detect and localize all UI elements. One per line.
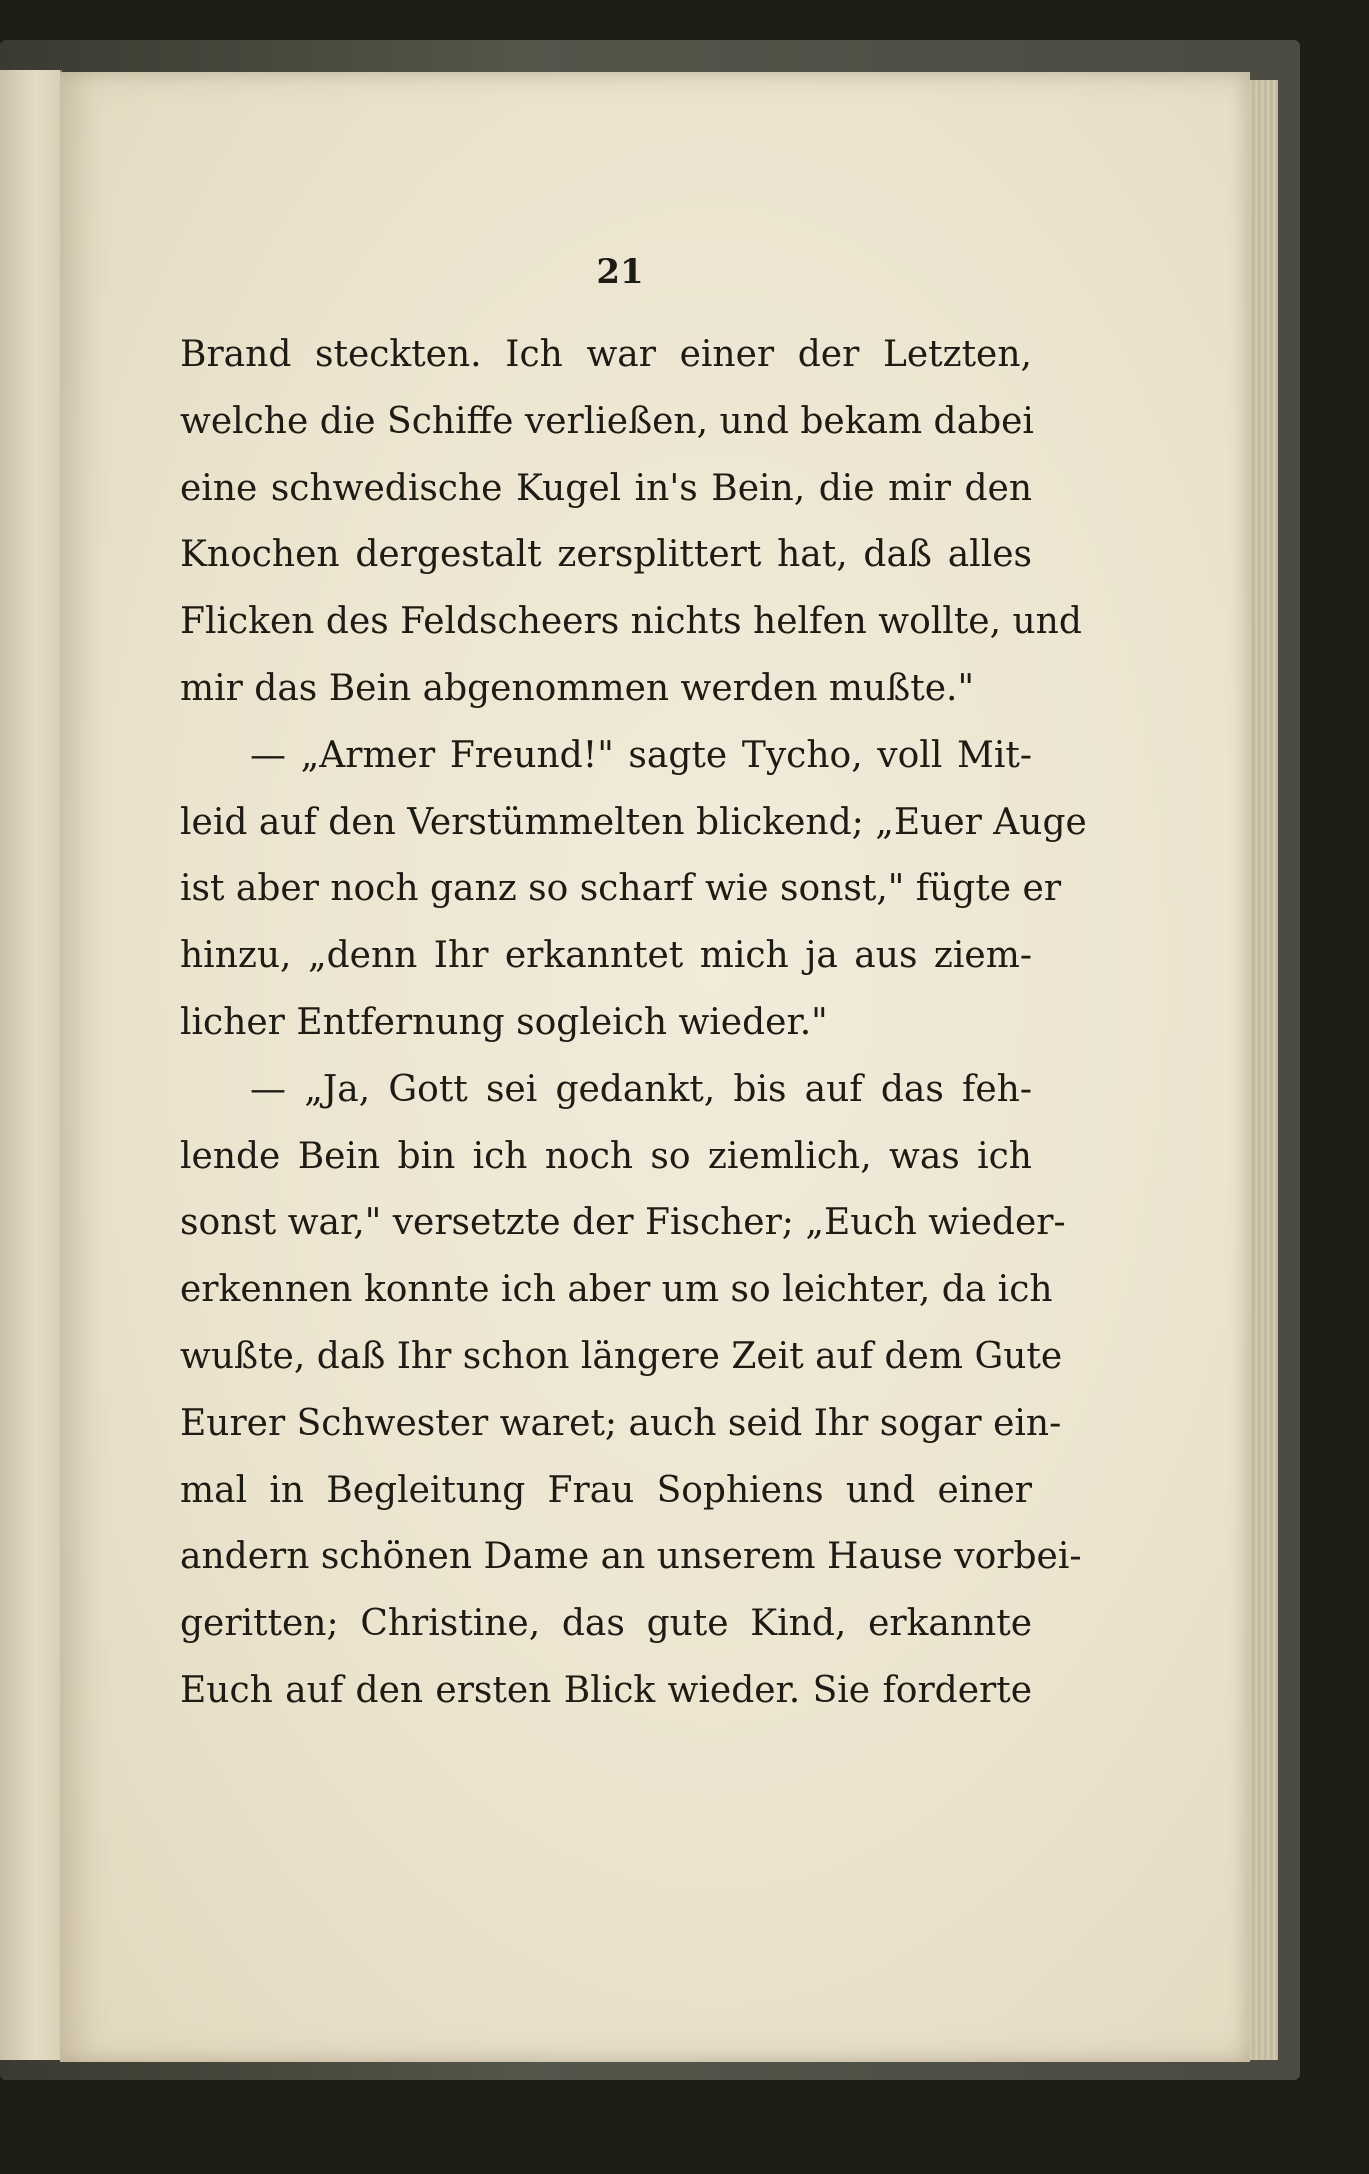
text-line: lende Bein bin ich noch so ziemlich, was ich	[180, 1135, 1032, 1177]
text-line: hinzu, „denn Ihr erkanntet mich ja aus ziem-	[180, 935, 1032, 977]
text-line: Brand steckten. Ich war einer der Letzten,	[180, 334, 1032, 375]
text-line: wußte, daß Ihr schon längere Zeit auf dem Gute	[180, 1335, 1063, 1377]
text-line: sonst war," versetzte der Fischer; „Euch wieder-	[180, 1202, 1066, 1244]
text-line: licher Entfernung sogleich wieder."	[180, 1001, 828, 1043]
text-line: ist aber noch ganz so scharf wie sonst," fügte er	[180, 868, 1062, 910]
text-line: eine schwedische Kugel in's Bein, die mir den	[180, 467, 1032, 509]
text-line: geritten; Christine, das gute Kind, erkannte	[180, 1603, 1032, 1645]
page-stack-edge	[1250, 80, 1278, 2060]
text-line: mal in Begleitung Frau Sophiens und einer	[180, 1469, 1032, 1511]
text-line: — „Armer Freund!" sagte Tycho, voll Mit-	[250, 734, 1032, 776]
text-line: welche die Schiffe verließen, und bekam dabei	[180, 400, 1034, 442]
text-line: leid auf den Verstümmelten blickend; „Euer Auge	[180, 801, 1087, 843]
left-page-edge	[0, 70, 62, 2060]
text-line: erkennen konnte ich aber um so leichter, da ich	[180, 1269, 1053, 1311]
text-line: Flicken des Feldscheers nichts helfen wollte, und	[180, 601, 1082, 643]
text-line: — „Ja, Gott sei gedankt, bis auf das feh-	[250, 1068, 1032, 1110]
text-line: Eurer Schwester waret; auch seid Ihr sogar ein-	[180, 1402, 1062, 1444]
text-line: andern schönen Dame an unserem Hause vorbei-	[180, 1536, 1082, 1578]
page-number: 21	[596, 252, 644, 292]
text-line: mir das Bein abgenommen werden mußte."	[180, 667, 975, 709]
text-line: Knochen dergestalt zersplittert hat, daß alles	[180, 534, 1032, 576]
body-text	[180, 322, 1087, 1725]
text-line: Euch auf den ersten Blick wieder. Sie forderte	[180, 1669, 1032, 1711]
